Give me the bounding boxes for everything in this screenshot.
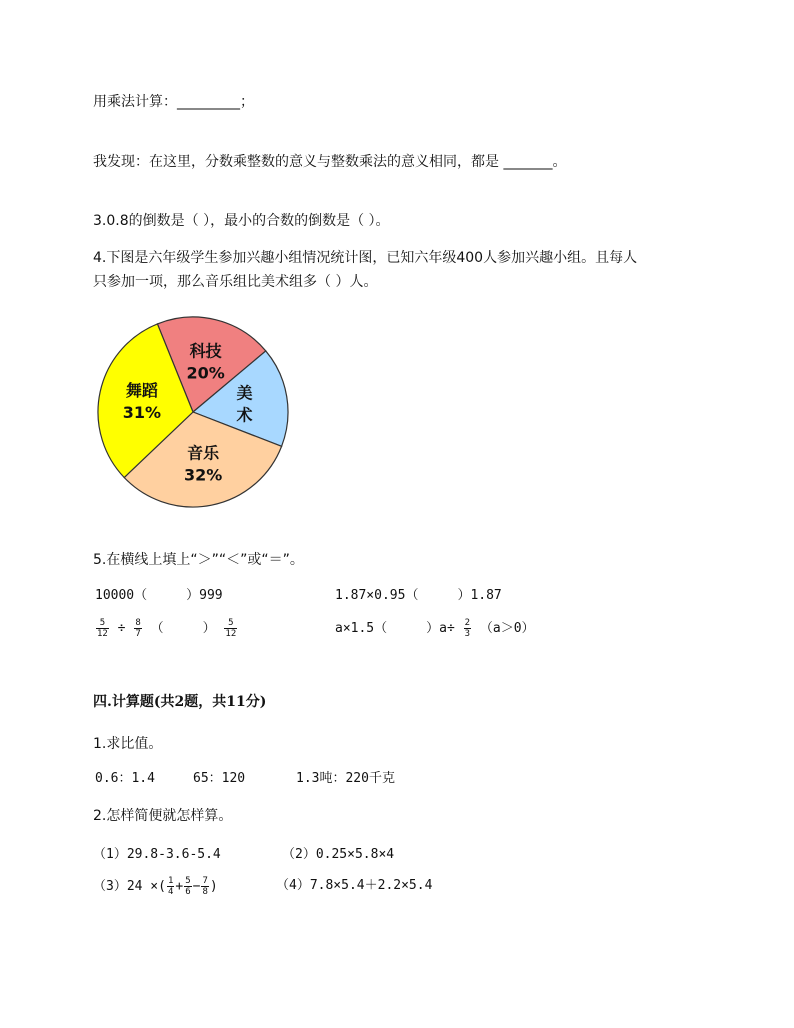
fraction: $\frac{5}{6}$ <box>185 876 191 897</box>
operator: − <box>192 879 201 894</box>
pie-label-0-0: 科技 <box>189 341 222 361</box>
question-4-line2: 只参加一项，那么音乐组比美术组多（ ）人。 <box>93 274 378 290</box>
question-3: 3.0.8的倒数是（ ），最小的合数的倒数是（ ）。 <box>93 213 390 229</box>
fraction: $\frac{5}{12}$ <box>97 618 108 639</box>
question-5-title: 5.在横线上填上“＞”“＜”或“＝”。 <box>93 552 304 568</box>
operator: + <box>175 879 184 894</box>
expression-suffix: ) <box>209 879 218 894</box>
pie-label-2-1: 32% <box>184 465 223 485</box>
compare-b: 1.87×0.95（ ）1.87 <box>335 588 502 603</box>
pie-label-3-0: 舞蹈 <box>125 380 158 400</box>
section-4-heading: 四.计算题(共2题，共11分) <box>93 694 267 710</box>
question-discover: 我发现：在这里，分数乘整数的意义与整数乘法的意义相同，都是 _______。 <box>93 154 567 170</box>
expression-right: （a＞0） <box>479 621 535 636</box>
compare-a: 10000（ ）999 <box>95 588 223 603</box>
pie-chart-svg <box>95 314 291 510</box>
pie-label-3-1: 31% <box>122 402 162 422</box>
compare-c <box>95 618 238 639</box>
pie-label-0-1: 20% <box>186 363 225 383</box>
ratio-b: 65：120 <box>193 771 246 786</box>
fraction: $\frac{8}{7}$ <box>135 618 141 639</box>
problem-1: （1）29.8-3.6-5.4 <box>93 847 221 862</box>
operator: ÷ <box>117 621 126 636</box>
pie-label-2-0: 音乐 <box>187 443 220 463</box>
fraction: $\frac{7}{8}$ <box>202 876 208 897</box>
question-multiply: 用乘法计算：_________； <box>93 94 254 110</box>
ratio-c: 1.3吨：220千克 <box>296 771 395 786</box>
expression-left: a×1.5（ ）a÷ <box>335 621 455 636</box>
problem-3 <box>93 876 218 897</box>
question-4-line1: 4.下图是六年级学生参加兴趣小组情况统计图，已知六年级400人参加兴趣小组。且每人 <box>93 250 638 266</box>
answer-blank: （ ） <box>150 621 216 636</box>
fraction: $\frac{5}{12}$ <box>225 618 237 639</box>
pie-label-1-1: 术 <box>236 405 253 425</box>
fraction: $\frac{1}{4}$ <box>167 876 174 897</box>
pie-label-1-0: 美 <box>236 383 253 403</box>
calc-1-title: 1.求比值。 <box>93 736 163 752</box>
fraction: $\frac{2}{3}$ <box>464 618 471 639</box>
pie-chart <box>95 314 291 510</box>
ratio-a: 0.6：1.4 <box>95 771 155 786</box>
problem-4: （4）7.8×5.4＋2.2×5.4 <box>276 878 433 893</box>
calc-2-title: 2.怎样简便就怎样算。 <box>93 808 233 824</box>
problem-2: （2）0.25×5.8×4 <box>282 847 395 862</box>
compare-d <box>335 618 535 639</box>
expression-prefix: （3）24 ×( <box>93 879 166 894</box>
